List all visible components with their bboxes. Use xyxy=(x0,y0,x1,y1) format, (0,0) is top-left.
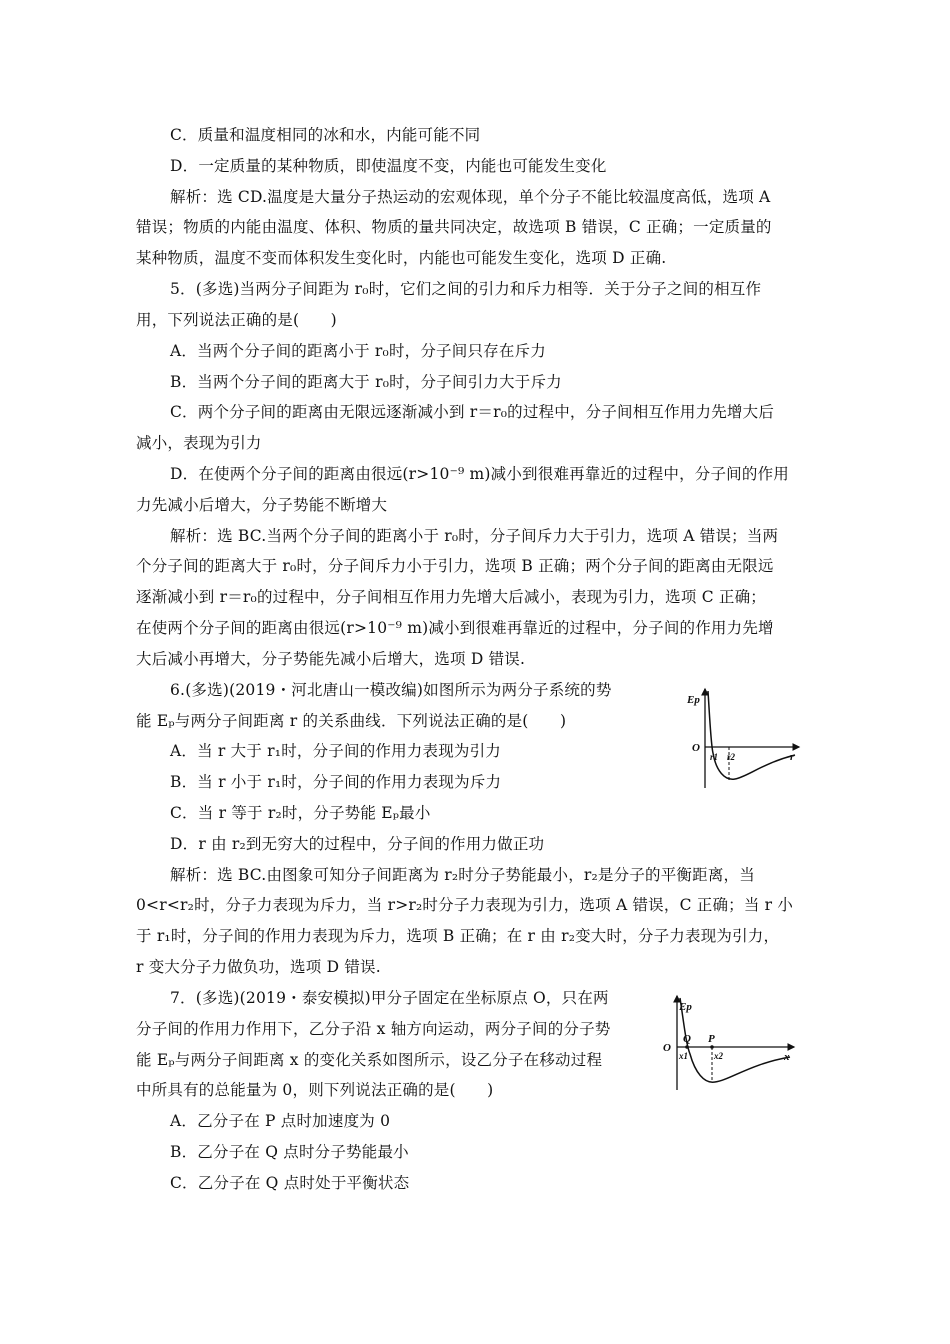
text-line: 分子间的作用力作用下，乙分子沿 x 轴方向运动，两分子间的分子势 xyxy=(136,1020,611,1038)
r2-label: r2 xyxy=(727,752,736,762)
text-line: 逐渐减小到 r＝r₀的过程中，分子间相互作用力先增大后减小，表现为引力，选项 C 正确； xyxy=(136,588,766,606)
text-line: 中所具有的总能量为 0，则下列说法正确的是( ) xyxy=(136,1081,494,1099)
text-line: 大后减小再增大，分子势能先减小后增大，选项 D 错误. xyxy=(136,650,526,668)
text-line: 在使两个分子间的距离由很远(r>10⁻⁹ m)减小到很难再靠近的过程中，分子间的作用力先增 xyxy=(136,619,774,637)
text-line: A．当两个分子间的距离小于 r₀时，分子间只存在斥力 xyxy=(170,342,546,360)
p-label: P xyxy=(708,1033,715,1045)
text-line: 解析：选 CD.温度是大量分子热运动的宏观体现，单个分子不能比较温度高低，选项 A xyxy=(170,188,771,206)
q-point xyxy=(685,1045,689,1049)
r-axis-label: r xyxy=(790,751,795,763)
text-line: B．乙分子在 Q 点时分子势能最小 xyxy=(170,1143,409,1161)
q-label: Q xyxy=(683,1033,691,1045)
origin-label: O xyxy=(663,1042,671,1054)
potential-curve xyxy=(708,691,795,779)
text-line: A．当 r 大于 r₁时，分子间的作用力表现为引力 xyxy=(170,742,502,760)
text-line: 个分子间的距离大于 r₀时，分子间斥力小于引力，选项 B 正确；两个分子间的距离由无限远 xyxy=(136,557,774,575)
text-line: 某种物质，温度不变而体积发生变化时，内能也可能发生变化，选项 D 正确. xyxy=(136,249,667,267)
potential-curve xyxy=(680,998,790,1082)
text-line: 错误；物质的内能由温度、体积、物质的量共同决定，故选项 B 错误，C 正确；一定质量的 xyxy=(136,218,772,236)
text-line: D．一定质量的某种物质，即使温度不变，内能也可能发生变化 xyxy=(170,157,607,175)
text-line: 能 Eₚ与两分子间距离 x 的变化关系如图所示，设乙分子在移动过程 xyxy=(136,1051,603,1069)
text-line: 7．(多选)(2019・泰安模拟)甲分子固定在坐标原点 O，只在两 xyxy=(170,989,609,1007)
text-line: 解析：选 BC.当两个分子间的距离小于 r₀时，分子间斥力大于引力，选项 A 错误；当两 xyxy=(170,527,779,545)
text-line: 用，下列说法正确的是( ) xyxy=(136,311,337,329)
r1-label: r1 xyxy=(710,752,719,762)
text-line: 能 Eₚ与两分子间距离 r 的关系曲线．下列说法正确的是( ) xyxy=(136,712,567,730)
text-line: 于 r₁时，分子间的作用力表现为斥力，选项 B 正确；在 r 由 r₂变大时，分子力表现为引力， xyxy=(136,927,780,945)
text-line: r 变大分子力做负功，选项 D 错误. xyxy=(136,958,381,976)
potential-energy-graph-r xyxy=(685,683,805,793)
text-line: 力先减小后增大，分子势能不断增大 xyxy=(136,496,388,514)
text-line: B．当 r 小于 r₁时，分子间的作用力表现为斥力 xyxy=(170,773,502,791)
text-line: D．在使两个分子间的距离由很远(r>10⁻⁹ m)减小到很难再靠近的过程中，分子间的作用 xyxy=(170,465,789,483)
text-line: C．两个分子间的距离由无限远逐渐减小到 r＝r₀的过程中，分子间相互作用力先增大后 xyxy=(170,403,775,421)
ep-axis-label: Ep xyxy=(687,694,700,706)
x1-label: x1 xyxy=(679,1051,688,1061)
p-point xyxy=(710,1045,714,1049)
text-line: C．质量和温度相同的冰和水，内能可能不同 xyxy=(170,126,481,144)
text-line: D．r 由 r₂到无穷大的过程中，分子间的作用力做正功 xyxy=(170,835,545,853)
text-line: 解析：选 BC.由图象可知分子间距离为 r₂时分子势能最小，r₂是分子的平衡距离，当 xyxy=(170,866,755,884)
origin-label: O xyxy=(692,742,700,754)
text-line: C．乙分子在 Q 点时处于平衡状态 xyxy=(170,1174,410,1192)
text-line: 6.(多选)(2019・河北唐山一模改编)如图所示为两分子系统的势 xyxy=(170,681,612,699)
ep-axis-label: Ep xyxy=(679,1001,692,1013)
text-line: 5．(多选)当两分子间距为 r₀时，它们之间的引力和斥力相等．关于分子之间的相互作 xyxy=(170,280,762,298)
text-line: C．当 r 等于 r₂时，分子势能 Eₚ最小 xyxy=(170,804,431,822)
x-axis-label: x xyxy=(784,1051,790,1063)
text-line: 减小，表现为引力 xyxy=(136,434,262,452)
text-line: A．乙分子在 P 点时加速度为 0 xyxy=(170,1112,391,1130)
text-line: B．当两个分子间的距离大于 r₀时，分子间引力大于斥力 xyxy=(170,373,562,391)
potential-energy-graph-x xyxy=(660,992,800,1092)
text-line: 0<r<r₂时，分子力表现为斥力，当 r>r₂时分子力表现为引力，选项 A 错误，C 正确；当 r 小 xyxy=(136,896,794,914)
x2-label: x2 xyxy=(714,1051,723,1061)
